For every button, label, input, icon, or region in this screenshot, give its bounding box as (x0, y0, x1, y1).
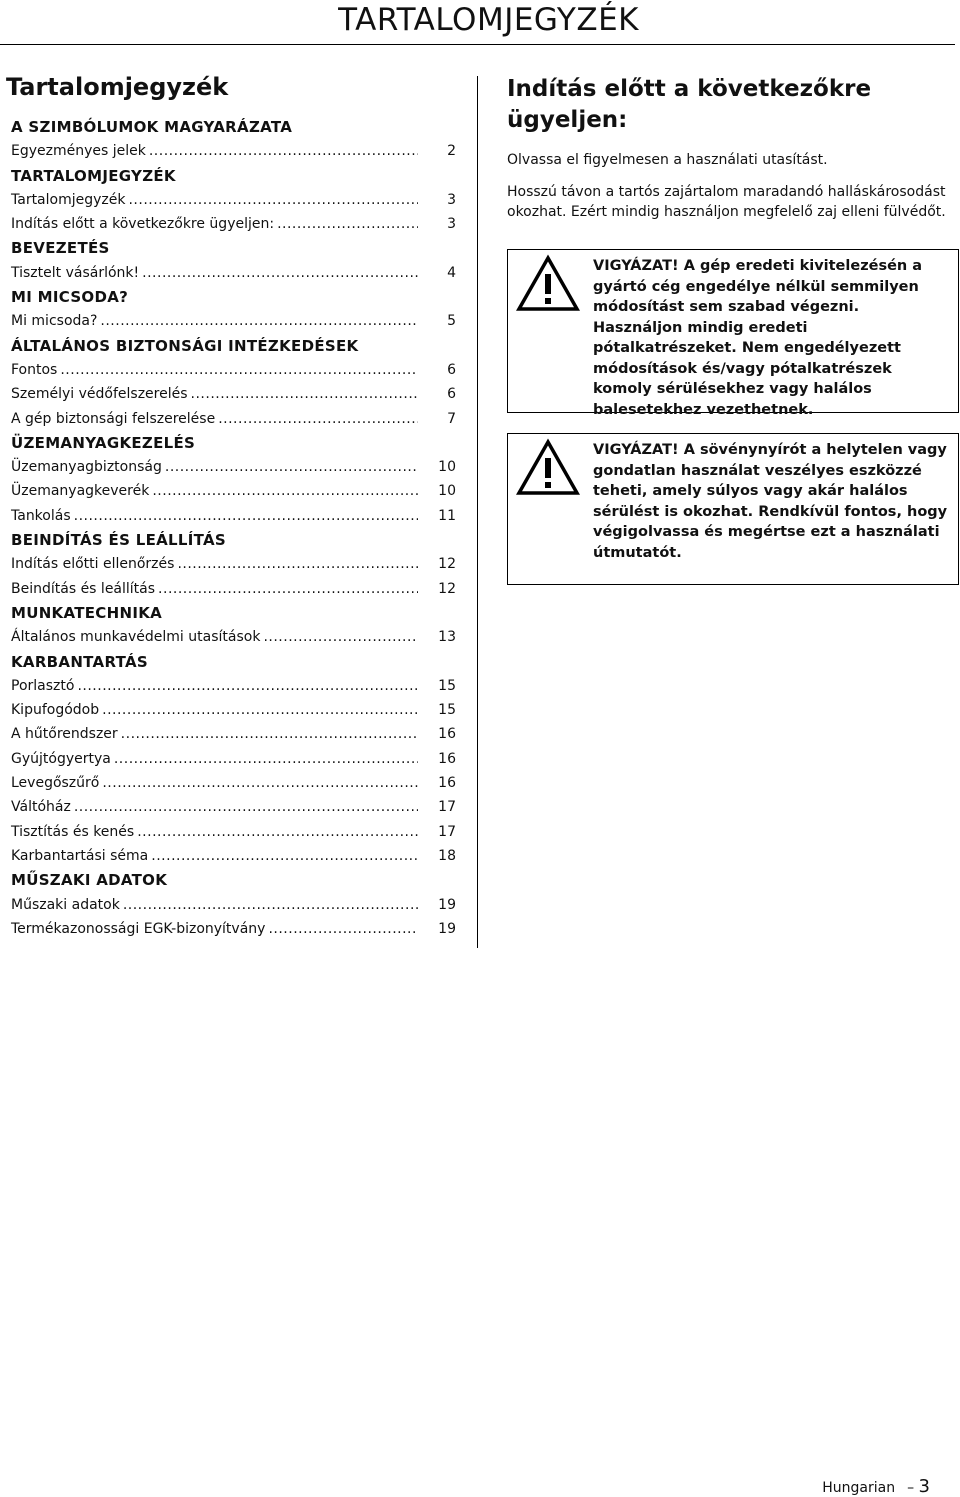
toc-leader-dots (152, 479, 418, 503)
toc-section-heading: ÜZEMANYAGKEZELÉS (11, 433, 196, 452)
toc-entry (11, 722, 456, 746)
toc-entry (11, 698, 456, 722)
toc-entry (11, 261, 456, 285)
toc-leader-dots (77, 674, 418, 698)
toc-entry-title: Tisztelt vásárlónk! (11, 264, 140, 281)
toc-entry-page: 12 (438, 580, 456, 597)
toc-entry-page: 18 (438, 847, 456, 864)
toc-leader-dots (137, 820, 418, 844)
toc-leader-dots (165, 455, 418, 479)
toc-entry (11, 139, 456, 163)
toc-entry (11, 771, 456, 795)
toc-entry-title: A hűtőrendszer (11, 726, 118, 743)
toc-leader-dots (277, 212, 418, 236)
toc-entry (11, 309, 456, 333)
toc-entry-title: Váltóház (11, 799, 71, 816)
toc-entry-page: 16 (438, 775, 456, 792)
toc-entry-page: 10 (438, 483, 456, 500)
header-rule (0, 44, 955, 45)
warning-text-hedge-trimmer: VIGYÁZAT! A sövénynyírót a helytelen vagy gondatlan használat veszélyes eszközzé teheti, amely súlyos vagy akár halálos sérülést is okozhat. Rendkívül fontos, hogy végigolvassa és megértse ezt a használati útmutatót. (593, 442, 948, 561)
warning-box-modification (507, 249, 959, 418)
toc-entry-page: 11 (438, 507, 456, 524)
hearing-protection-paragraph: Hosszú távon a tartós zajártalom maradandó halláskárosodást okozhat. Ezért mindig használjon megfelelő zaj elleni fülvédőt. (507, 184, 946, 220)
toc-entry-title: A gép biztonsági felszerelése (11, 410, 216, 427)
column-divider (477, 76, 478, 948)
toc-entry (11, 577, 456, 601)
toc-entry-title: Termékazonossági EGK-bizonyítvány (11, 920, 266, 937)
toc-leader-dots (60, 358, 418, 382)
toc-entry (11, 188, 456, 212)
toc-section-heading: A SZIMBÓLUMOK MAGYARÁZATA (11, 118, 293, 136)
toc-entry-page: 13 (438, 629, 456, 646)
toc-leader-dots (74, 795, 418, 819)
toc-entry-page: 16 (438, 750, 456, 767)
toc-leader-dots (100, 309, 418, 333)
toc-entry (11, 455, 456, 479)
toc-entry (11, 844, 456, 868)
toc-leader-dots (142, 261, 418, 285)
footer-language: Hungarian (822, 1480, 896, 1496)
toc-entry (11, 504, 456, 528)
toc-entry (11, 625, 456, 649)
toc-entry-title: Indítás előtt a következőkre ügyeljen: (11, 216, 275, 233)
toc-entry-page: 19 (438, 920, 456, 937)
toc-list (11, 115, 456, 941)
toc-entry-page: 16 (438, 726, 456, 743)
toc-entry (11, 407, 456, 431)
toc-section-heading: MUNKATECHNIKA (11, 603, 163, 622)
toc-entry (11, 479, 456, 503)
right-column (507, 74, 947, 234)
toc-entry-title: Általános munkavédelmi utasítások (11, 629, 261, 646)
toc-leader-dots (218, 407, 418, 431)
toc-leader-dots (263, 625, 418, 649)
toc-entry-page: 5 (447, 313, 456, 330)
toc-entry-page: 3 (447, 216, 456, 233)
toc-leader-dots (158, 577, 418, 601)
toc-section-heading: MI MICSODA? (11, 288, 129, 307)
toc-entry-page: 10 (438, 459, 456, 476)
toc-section-heading: BEINDÍTÁS ÉS LEÁLLÍTÁS (11, 531, 227, 550)
toc-entry-title: Kipufogódob (11, 702, 100, 719)
toc-leader-dots (177, 552, 418, 576)
toc-entry-title: Tisztítás és kenés (11, 823, 135, 840)
toc-entry-title: Tartalomjegyzék (11, 191, 126, 208)
toc-entry-page: 15 (438, 702, 456, 719)
footer-separator: – (907, 1480, 915, 1496)
toc-entry-title: Üzemanyagbiztonság (11, 459, 162, 476)
toc-entry-title: Üzemanyagkeverék (11, 483, 150, 500)
footer-page-number: 3 (918, 1476, 930, 1497)
toc-leader-dots (128, 188, 418, 212)
toc-section-heading: MŰSZAKI ADATOK (11, 871, 168, 890)
toc-entry-title: Porlasztó (11, 677, 75, 694)
warning-text-modification: VIGYÁZAT! A gép eredeti kivitelezésén a gyártó cég engedélye nélkül semmilyen módosítást sem szabad végezni. Használjon mindig eredeti pótalkatrészeket. Nem engedélyezett módosítások és/vagy pótalkatrészek komoly sérülésekhez vagy halálos balesetekhez vezethetnek. (593, 258, 923, 418)
toc-entry (11, 212, 456, 236)
toc-entry (11, 552, 456, 576)
toc-entry (11, 795, 456, 819)
safety-heading: Indítás előtt a következőkre ügyeljen: (507, 76, 872, 133)
toc-entry-title: Gyújtógyertya (11, 750, 111, 767)
toc-leader-dots (149, 139, 418, 163)
toc-leader-dots (102, 698, 418, 722)
toc-entry (11, 382, 456, 406)
toc-entry-title: Mi micsoda? (11, 313, 98, 330)
toc-leader-dots (74, 504, 418, 528)
toc-leader-dots (123, 893, 418, 917)
toc-entry-title: Műszaki adatok (11, 896, 120, 913)
toc-entry-title: Beindítás és leállítás (11, 580, 156, 597)
toc-entry-title: Indítás előtti ellenőrzés (11, 556, 175, 573)
toc-section-heading: KARBANTARTÁS (11, 652, 149, 671)
toc-entry-page: 15 (438, 677, 456, 694)
page-footer (822, 1476, 930, 1497)
toc-section-heading: TARTALOMJEGYZÉK (11, 166, 176, 185)
toc-leader-dots (121, 722, 418, 746)
toc-entry-page: 6 (447, 386, 456, 403)
toc-leader-dots (114, 747, 418, 771)
toc-title: Tartalomjegyzék (6, 73, 229, 101)
toc-leader-dots (268, 917, 418, 941)
warning-triangle-icon (516, 254, 580, 312)
toc-entry-title: Személyi védőfelszerelés (11, 386, 188, 403)
toc-entry-title: Tankolás (11, 507, 71, 524)
toc-entry (11, 893, 456, 917)
toc-leader-dots (102, 771, 418, 795)
toc-section-heading: ÁLTALÁNOS BIZTONSÁGI INTÉZKEDÉSEK (11, 336, 359, 355)
page-header-title: TARTALOMJEGYZÉK (338, 2, 639, 38)
toc-entry-page: 4 (447, 264, 456, 281)
toc-entry-page: 17 (438, 799, 456, 816)
toc-entry-title: Karbantartási séma (11, 847, 149, 864)
toc-entry (11, 747, 456, 771)
toc-entry-page: 12 (438, 556, 456, 573)
toc-entry-page: 3 (447, 191, 456, 208)
toc-entry-page: 6 (447, 361, 456, 378)
toc-leader-dots (151, 844, 418, 868)
warning-box-hedge-trimmer (507, 433, 959, 585)
toc-entry-page: 7 (447, 410, 456, 427)
toc-leader-dots (191, 382, 418, 406)
warning-triangle-icon (516, 438, 580, 496)
toc-entry-title: Fontos (11, 361, 58, 378)
toc-entry-title: Levegőszűrő (11, 775, 100, 792)
toc-entry (11, 674, 456, 698)
toc-entry (11, 358, 456, 382)
read-manual-paragraph: Olvassa el figyelmesen a használati utasítást. (507, 152, 828, 168)
toc-entry-title: Egyezményes jelek (11, 143, 146, 160)
toc-entry (11, 820, 456, 844)
toc-entry-page: 17 (438, 823, 456, 840)
toc-entry-page: 2 (447, 143, 456, 160)
toc-section-heading: BEVEZETÉS (11, 239, 110, 258)
toc-entry-page: 19 (438, 896, 456, 913)
toc-entry (11, 917, 456, 941)
